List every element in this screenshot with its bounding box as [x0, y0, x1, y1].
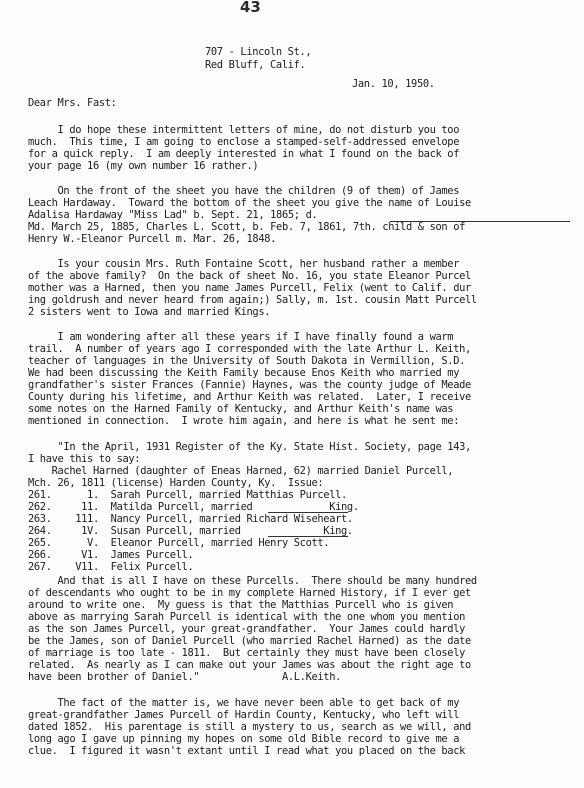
issue-list-item: 267. V11. Felix Purcell.	[28, 561, 194, 573]
body-line: above as marrying Sarah Purcell is identical with the one whom you mention	[28, 611, 466, 623]
body-line: dated 1852. His parentage is still a mystery to us, search as we will, and	[28, 721, 471, 733]
issue-list-item: 265. V. Eleanor Purcell, married Henry Scott.	[28, 537, 330, 549]
page-number: 43	[240, 0, 261, 16]
body-line: Leach Hardaway. Toward the bottom of the sheet you give the name of Louise	[28, 197, 471, 209]
body-line: of the above family? On the back of sheet No. 16, you state Eleanor Purcel	[28, 270, 471, 282]
body-line: related. As nearly as I can make out your James was about the right age to	[28, 659, 471, 671]
body-line: I have this to say:	[28, 453, 141, 465]
address-line-2: Red Bluff, Calif.	[205, 59, 306, 71]
body-line: mother was a Harned, then you name James Purcell, Felix (went to Calif. dur	[28, 282, 471, 294]
body-line: of descendants who ought to be in my complete Harned History, if I ever get	[28, 587, 471, 599]
body-line: Rachel Harned (daughter of Eneas Harned, 62) married Daniel Purcell,	[28, 465, 454, 477]
body-line: of marriage is too late - 1811. But certainly they must have been closely	[28, 647, 466, 659]
address-line-1: 707 - Lincoln St.,	[205, 46, 312, 58]
body-line: The fact of the matter is, we have never been able to get back of my	[28, 697, 460, 709]
letter-date: Jan. 10, 1950.	[352, 78, 435, 90]
body-line: your page 16 (my own number 16 rather.)	[28, 160, 259, 172]
issue-list-item: 261. 1. Sarah Purcell, married Matthias Purcell.	[28, 489, 347, 501]
issue-list-item: 263. 111. Nancy Purcell, married Richard Wiseheart.	[28, 513, 353, 525]
body-line: as the son James Purcell, your great-grandfather. Your James could hardly	[28, 623, 466, 635]
body-line: Mch. 26, 1811 (license) Harden County, Ky. Issue:	[28, 477, 324, 489]
salutation: Dear Mrs. Fast:	[28, 97, 117, 109]
issue-list-item: 262. 11. Matilda Purcell, married King.	[28, 501, 359, 513]
body-line: grandfather's sister Frances (Fannie) Haynes, was the county judge of Meade	[28, 379, 471, 391]
body-line: be the James, son of Daniel Purcell (who married Rachel Harned) as the date	[28, 635, 471, 647]
body-line: I do hope these intermittent letters of mine, do not disturb you too	[28, 124, 460, 136]
body-line: around to write one. My guess is that the Matthias Purcell who is given	[28, 599, 454, 611]
body-line: We had been discussing the Keith Family because Enos Keith who married my	[28, 367, 460, 379]
body-line: Henry W.-Eleanor Purcell m. Mar. 26, 1848.	[28, 233, 277, 245]
body-line: much. This time, I am going to enclose a stamped-self-addressed envelope	[28, 136, 460, 148]
body-line: for a quick reply. I am deeply interested in what I found on the back of	[28, 148, 460, 160]
body-line: mentioned in connection. I wrote him again, and here is what he sent me:	[28, 415, 460, 427]
body-line: I am wondering after all these years if I have finally found a warm	[28, 331, 454, 343]
body-line: trail. A number of years ago I corresponded with the late Arthur L. Keith,	[28, 343, 471, 355]
body-line: clue. I figured it wasn't extant until I read what you placed on the back	[28, 745, 466, 757]
body-line: ing goldrush and never heard from again;) Sally, m. 1st. cousin Matt Purcell	[28, 294, 477, 306]
body-line: great-grandfather James Purcell of Hardin County, Kentucky, who left will	[28, 709, 460, 721]
body-line: Md. March 25, 1885, Charles L. Scott, b. Feb. 7, 1861, 7th. child & son of	[28, 221, 466, 233]
body-line: Adalisa Hardaway "Miss Lad" b. Sept. 21, 1865; d.	[28, 209, 318, 221]
issue-list-item: 264. 1V. Susan Purcell, married King.	[28, 525, 353, 537]
body-line: some notes on the Harned Family of Kentucky, and Arthur Keith's name was	[28, 403, 454, 415]
body-line: 2 sisters went to Iowa and married Kings.	[28, 306, 271, 318]
body-line: On the front of the sheet you have the children (9 of them) of James	[28, 185, 460, 197]
body-line: County during his lifetime, and Arthur Keith was related. Later, I receive	[28, 391, 471, 403]
body-line: long ago I gave up pinning my hopes on some old Bible record to give me a	[28, 733, 460, 745]
body-line: "In the April, 1931 Register of the Ky. State Hist. Society, page 143,	[28, 441, 471, 453]
body-line: teacher of languages in the University of South Dakota in Vermillion, S.D.	[28, 355, 466, 367]
body-line: Is your cousin Mrs. Ruth Fontaine Scott, her husband rather a member	[28, 258, 460, 270]
body-line-signature: have been brother of Daniel." A.L.Keith.	[28, 671, 342, 683]
issue-list-item: 266. V1. James Purcell.	[28, 549, 194, 561]
body-line: And that is all I have on these Purcells. There should be many hundred	[28, 575, 477, 587]
